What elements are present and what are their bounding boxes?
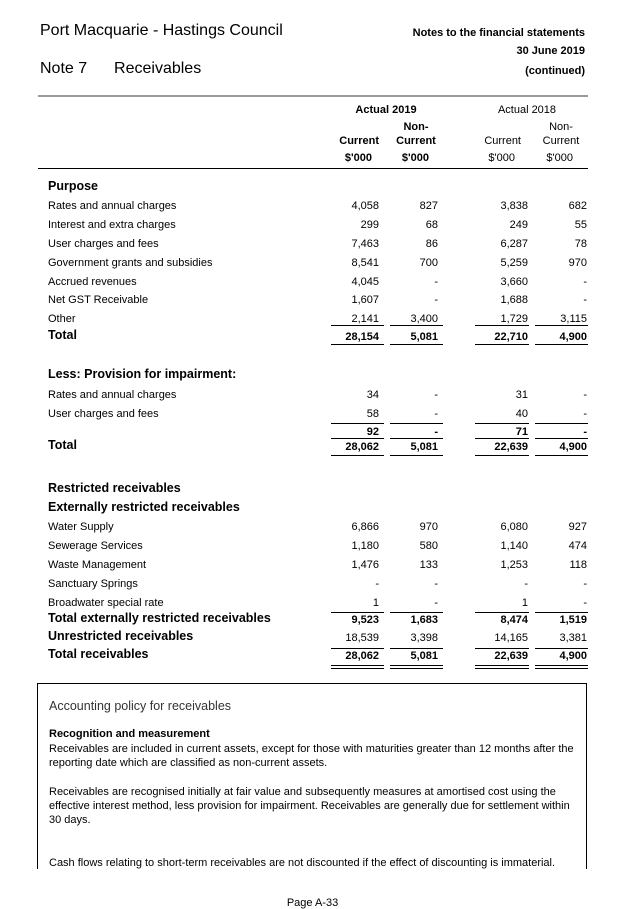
c18-current-header: Current: [484, 135, 521, 147]
cell-2018-noncurrent: 3,381: [559, 632, 587, 644]
cell-2018-noncurrent: -: [583, 597, 587, 609]
cell-2018-current: 31: [515, 389, 528, 401]
c18-noncurrent-line2: Current: [542, 135, 580, 147]
subtotal-rule: [475, 423, 529, 424]
c18-current-unit: $'000: [488, 152, 515, 164]
subtotal-rule: [535, 325, 588, 326]
double-total-rule: [475, 665, 529, 666]
cell-2018-current: 5,259: [500, 257, 528, 269]
cell-2018-noncurrent: -: [583, 578, 587, 590]
cell-2019-current: 4,045: [351, 276, 379, 288]
cell-2019-current: 1: [372, 597, 379, 609]
total-rule: [535, 344, 588, 345]
subtotal-rule: [475, 612, 529, 613]
subtotal-rule: [331, 325, 384, 326]
row-label: Total receivables: [48, 647, 149, 661]
policy-subtitle: Recognition and measurement: [49, 728, 210, 740]
subtotal-rule: [535, 423, 588, 424]
subtotal-rule: [475, 325, 529, 326]
cell-2019-noncurrent: 1,683: [410, 614, 438, 626]
cell-2018-noncurrent: -: [583, 426, 587, 438]
subtotal-rule: [535, 612, 588, 613]
page-number: Page A-33: [286, 897, 339, 909]
cell-2019-noncurrent: 700: [419, 257, 438, 269]
double-total-rule: [331, 668, 384, 669]
cell-2019-current: 18,539: [345, 632, 379, 644]
cell-2018-noncurrent: 78: [574, 238, 587, 250]
cell-2018-noncurrent: -: [583, 408, 587, 420]
cell-2018-current: 1,140: [500, 540, 528, 552]
cell-2019-current: 58: [366, 408, 379, 420]
cell-2019-current: 2,141: [351, 313, 379, 325]
cell-2018-current: 1,688: [500, 294, 528, 306]
row-label: Total externally restricted receivables: [48, 611, 271, 625]
note-number: Note 7: [40, 60, 88, 77]
c19-current-unit: $'000: [344, 152, 372, 164]
cell-2018-current: 22,639: [494, 650, 528, 662]
policy-paragraph-3: Cash flows relating to short-term receivables are not discounted if the effect of discounting is immaterial.: [49, 857, 556, 869]
cell-2018-noncurrent: 4,900: [559, 441, 587, 453]
total-rule: [475, 455, 529, 456]
row-label: Total: [48, 438, 77, 452]
cell-2018-noncurrent: 474: [568, 540, 587, 552]
note-heading: [40, 60, 201, 78]
subtotal-rule: [535, 438, 588, 439]
row-label: Government grants and subsidies: [48, 257, 213, 269]
cell-2019-current: 1,180: [351, 540, 379, 552]
subtotal-rule: [331, 612, 384, 613]
cell-2018-noncurrent: 682: [568, 200, 587, 212]
row-label: Net GST Receivable: [48, 294, 149, 306]
row-label: Sanctuary Springs: [48, 578, 138, 590]
row-label: User charges and fees: [48, 238, 159, 250]
subtotal-rule: [331, 438, 384, 439]
cell-2018-noncurrent: 3,115: [560, 313, 587, 325]
c19-noncurrent-line1: Non-: [403, 121, 429, 133]
row-label: Other: [48, 313, 76, 325]
cell-2018-noncurrent: 4,900: [559, 331, 587, 343]
cell-2019-noncurrent: 5,081: [410, 441, 438, 453]
cell-2019-noncurrent: 827: [419, 200, 438, 212]
cell-2019-noncurrent: 970: [419, 521, 438, 533]
c19-noncurrent-line2: Current: [396, 135, 436, 147]
cell-2018-noncurrent: 55: [574, 219, 587, 231]
section-restricted: Restricted receivables: [48, 481, 181, 495]
subtotal-rule: [390, 438, 443, 439]
row-label: Waste Management: [48, 559, 147, 571]
cell-2018-noncurrent: 1,519: [559, 614, 587, 626]
subtotal-rule: [390, 325, 443, 326]
subtotal-rule: [535, 648, 588, 649]
cell-2019-current: 92: [366, 426, 379, 438]
double-total-rule: [475, 668, 529, 669]
cell-2019-current: 28,154: [345, 331, 379, 343]
cell-2019-noncurrent: -: [434, 389, 438, 401]
cell-2018-current: 71: [515, 426, 528, 438]
cell-2019-noncurrent: -: [434, 578, 438, 590]
cell-2019-noncurrent: -: [434, 294, 438, 306]
cell-2018-current: 3,838: [500, 200, 528, 212]
cell-2019-current: 28,062: [345, 441, 379, 453]
cell-2018-current: 22,710: [494, 331, 528, 343]
cell-2018-current: 40: [515, 408, 528, 420]
row-label: Unrestricted receivables: [48, 629, 194, 643]
notes-label: Notes to the financial statements: [412, 27, 585, 39]
cell-2019-noncurrent: -: [434, 276, 438, 288]
cell-2018-noncurrent: 970: [568, 257, 587, 269]
section-externally-restricted: Externally restricted receivables: [48, 500, 240, 514]
policy-title: Accounting policy for receivables: [49, 699, 232, 713]
cell-2019-noncurrent: -: [434, 426, 438, 438]
total-rule: [475, 344, 529, 345]
cell-2019-noncurrent: 3,400: [410, 313, 438, 325]
council-name: Port Macquarie - Hastings Council: [40, 22, 283, 39]
cell-2018-noncurrent: -: [583, 389, 587, 401]
subtotal-rule: [331, 423, 384, 424]
cell-2018-current: 3,660: [500, 276, 528, 288]
c18-noncurrent-unit: $'000: [546, 152, 573, 164]
cell-2018-current: 1,729: [500, 313, 528, 325]
cell-2018-current: 6,080: [500, 521, 528, 533]
cell-2019-current: 28,062: [345, 650, 379, 662]
accounting-policy-box: [37, 683, 587, 869]
column-header-rule: [38, 168, 588, 169]
row-label: Sewerage Services: [48, 540, 143, 552]
subtotal-rule: [390, 648, 443, 649]
cell-2019-current: 34: [366, 389, 379, 401]
cell-2019-current: 1,476: [351, 559, 379, 571]
row-label: Total: [48, 328, 77, 342]
cell-2019-current: 9,523: [351, 614, 379, 626]
cell-2019-current: -: [375, 578, 379, 590]
policy-paragraph-2: Receivables are recognised initially at fair value and subsequently measures at amortised cost using the effective interest method, less provision for impairment. Receivables are generally due for settlement within 30 days.: [49, 786, 570, 826]
total-rule: [390, 455, 443, 456]
cell-2018-current: 22,639: [494, 441, 528, 453]
cell-2019-current: 299: [360, 219, 379, 231]
cell-2018-noncurrent: 4,900: [559, 650, 587, 662]
cell-2018-current: 8,474: [500, 614, 528, 626]
policy-paragraph-1: Receivables are included in current assets, except for those with maturities greater than 12 months after the reporting date which are classified as non-current assets.: [49, 743, 574, 769]
cell-2018-noncurrent: 927: [568, 521, 587, 533]
subtotal-rule: [475, 648, 529, 649]
cell-2019-noncurrent: 133: [419, 559, 438, 571]
cell-2019-current: 1,607: [351, 294, 379, 306]
row-label: Rates and annual charges: [48, 389, 177, 401]
cell-2018-noncurrent: -: [583, 294, 587, 306]
header-divider: [38, 95, 588, 97]
cell-2019-current: 6,866: [351, 521, 379, 533]
cell-2019-noncurrent: 580: [419, 540, 438, 552]
total-rule: [331, 344, 384, 345]
double-total-rule: [390, 668, 443, 669]
total-rule: [331, 455, 384, 456]
subtotal-rule: [331, 648, 384, 649]
c18-noncurrent-line1: Non-: [549, 121, 573, 133]
subtotal-rule: [475, 438, 529, 439]
total-rule: [535, 455, 588, 456]
double-total-rule: [535, 668, 588, 669]
subtotal-rule: [390, 612, 443, 613]
subtotal-rule: [390, 423, 443, 424]
row-label: Rates and annual charges: [48, 200, 177, 212]
note-title: Receivables: [114, 60, 202, 77]
double-total-rule: [390, 665, 443, 666]
cell-2018-current: 1,253: [500, 559, 528, 571]
cell-2019-noncurrent: -: [434, 408, 438, 420]
cell-2019-noncurrent: 5,081: [410, 331, 438, 343]
double-total-rule: [331, 665, 384, 666]
row-label: Interest and extra charges: [48, 219, 176, 231]
group-2018-header: Actual 2018: [497, 104, 557, 116]
section-purpose: Purpose: [48, 179, 99, 193]
cell-2018-current: 249: [509, 219, 528, 231]
cell-2018-current: 6,287: [500, 238, 528, 250]
row-label: Water Supply: [48, 521, 114, 533]
cell-2018-current: -: [524, 578, 528, 590]
cell-2019-noncurrent: 5,081: [410, 650, 438, 662]
double-total-rule: [535, 665, 588, 666]
cell-2019-current: 7,463: [351, 238, 379, 250]
cell-2019-noncurrent: 3,398: [410, 632, 438, 644]
cell-2018-current: 1: [521, 597, 528, 609]
total-rule: [390, 344, 443, 345]
cell-2018-current: 14,165: [494, 632, 528, 644]
c19-noncurrent-unit: $'000: [401, 152, 429, 164]
cell-2018-noncurrent: 118: [569, 559, 587, 571]
cell-2019-noncurrent: -: [434, 597, 438, 609]
section-less-provision: Less: Provision for impairment:: [48, 367, 237, 381]
cell-2019-noncurrent: 68: [425, 219, 438, 231]
c19-current-header: Current: [339, 135, 379, 147]
cell-2019-current: 8,541: [351, 257, 379, 269]
cell-2019-noncurrent: 86: [425, 238, 438, 250]
cell-2018-noncurrent: -: [583, 276, 587, 288]
row-label: User charges and fees: [48, 408, 159, 420]
report-date: 30 June 2019: [516, 45, 585, 57]
row-label: Accrued revenues: [48, 276, 137, 288]
continued-label: (continued): [525, 65, 585, 77]
row-label: Broadwater special rate: [48, 597, 164, 609]
group-2019-header: Actual 2019: [355, 104, 417, 116]
cell-2019-current: 4,058: [351, 200, 379, 212]
